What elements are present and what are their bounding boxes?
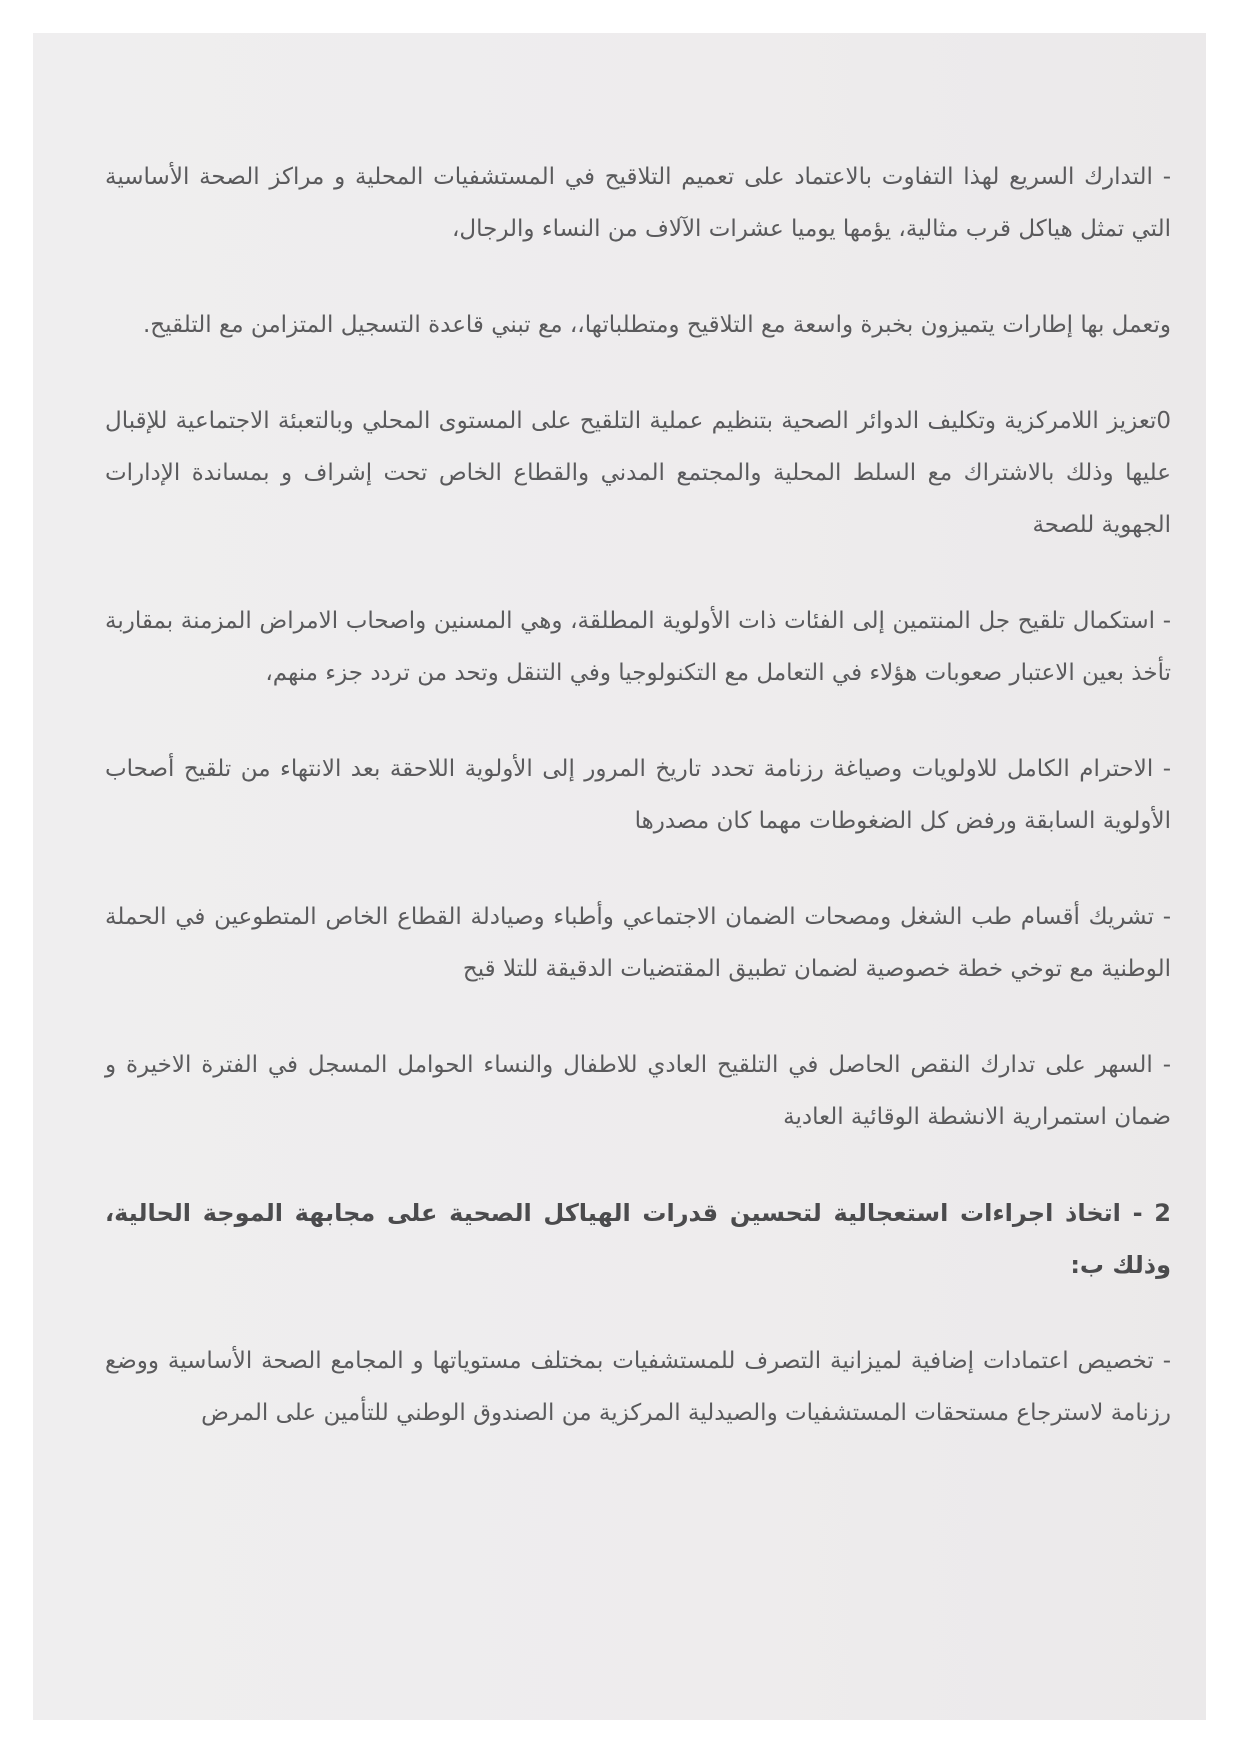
paragraph-rapid-catchup: - التدارك السريع لهذا التفاوت بالاعتماد على تعميم التلاقيح في المستشفيات المحلية و مراكز الصحة الأساسية التي تمثل هياكل قرب مثالية، يؤمها يوميا عشرات الآلاف من النساء والرجال،: [105, 164, 1171, 242]
paragraph-priority-groups: - استكمال تلقيح جل المنتمين إلى الفئات ذات الأولوية المطلقة، وهي المسنين واصحاب الامراض المزمنة بمقاربة تأخذ بعين الاعتبار صعوبات هؤلاء في التعامل مع التكنولوجيا وفي التنقل وتحد من تردد جزء منهم،: [105, 608, 1171, 686]
paragraph-decentralization: 0تعزيز اللامركزية وتكليف الدوائر الصحية بتنظيم عملية التلقيح على المستوى المحلي وبالتعبئة الاجتماعية للإقبال عليها وذلك بالاشتراك مع السلط المحلية والمجتمع المدني والقطاع الخاص تحت إشراف و بمساندة الإدارات الجهوية للصحة: [105, 408, 1171, 538]
paragraph-routine-vaccination: - السهر على تدارك النقص الحاصل في التلقيح العادي للاطفال والنساء الحوامل المسجل في الفترة الاخيرة و ضمان استمرارية الانشطة الوقائية العادية: [105, 1052, 1171, 1130]
section-heading: 2 - اتخاذ اجراءات استعجالية لتحسين قدرات الهياكل الصحية على مجابهة الموجة الحالية، وذلك ب:: [105, 1199, 1171, 1279]
document-page: [33, 33, 1206, 1720]
paragraph-priority-schedule: - الاحترام الكامل للاولويات وصياغة رزنامة تحدد تاريخ المرور إلى الأولوية اللاحقة بعد الانتهاء من تلقيح أصحاب الأولوية السابقة ورفض كل الضغوطات مهما كان مصدرها: [105, 756, 1171, 834]
document-body: [105, 151, 1171, 1439]
paragraph-staff-registration: وتعمل بها إطارات يتميزون بخبرة واسعة مع التلاقيح ومتطلباتها،، مع تبني قاعدة التسجيل المتزامن مع التلقيح.: [142, 312, 1171, 338]
paragraph-budget-allocation: - تخصيص اعتمادات إضافية لميزانية التصرف للمستشفيات بمختلف مستوياتها و المجامع الصحة الأساسية ووضع رزنامة لاسترجاع مستحقات المستشفيات والصيدلية المركزية من الصندوق الوطني للتأمين على المرض: [105, 1348, 1171, 1426]
paragraph-private-sector: - تشريك أقسام طب الشغل ومصحات الضمان الاجتماعي وأطباء وصيادلة القطاع الخاص المتطوعين في الحملة الوطنية مع توخي خطة خصوصية لضمان تطبيق المقتضيات الدقيقة للتلا قيح: [105, 904, 1171, 982]
